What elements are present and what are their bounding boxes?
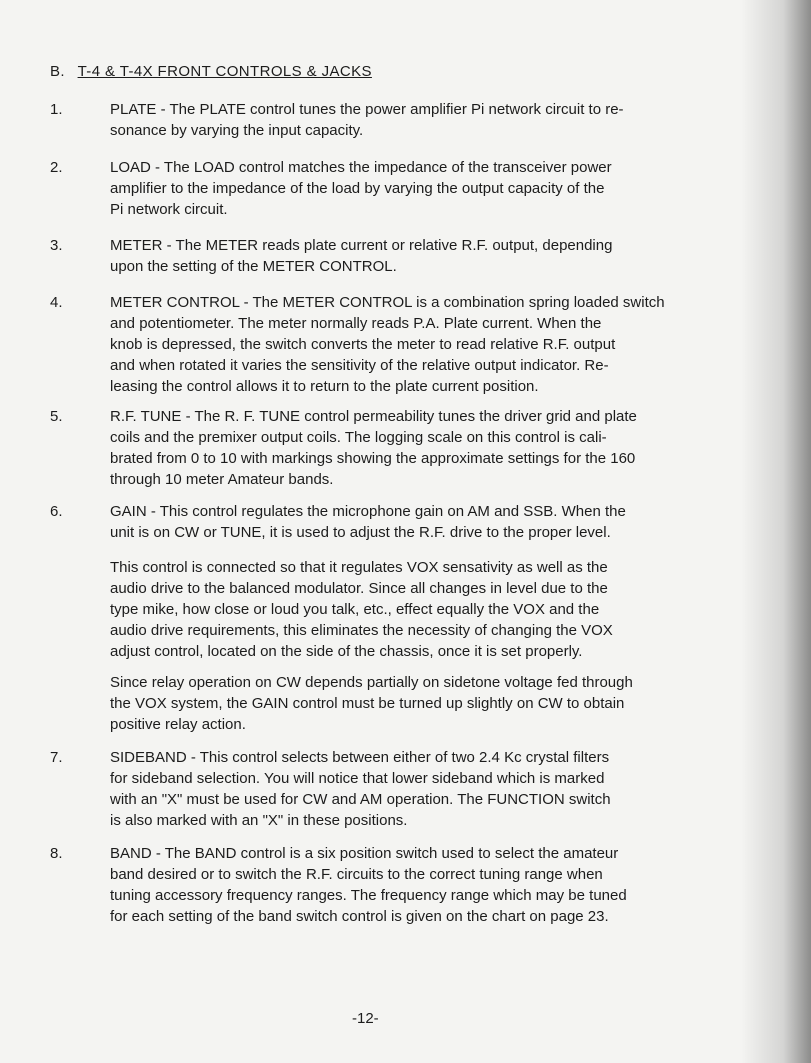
item-text-line: sonance by varying the input capacity. [110, 122, 364, 139]
paragraph-text-line: audio drive to the balanced modulator. Since all changes in level due to the [110, 580, 608, 597]
item-text-line: METER CONTROL - The METER CONTROL is a combination spring loaded switch [110, 294, 665, 311]
item-text-line: unit is on CW or TUNE, it is used to adjust the R.F. drive to the proper level. [110, 524, 611, 541]
item-text-line: for sideband selection. You will notice that lower sideband which is marked [110, 770, 605, 787]
item-text-line: SIDEBAND - This control selects between either of two 2.4 Kc crystal filters [110, 749, 610, 766]
item-text-line: R.F. TUNE - The R. F. TUNE control permeability tunes the driver grid and plate [110, 408, 637, 425]
item-number: 6. [50, 503, 63, 520]
item-number: 4. [50, 294, 63, 311]
paragraph-text-line: adjust control, located on the side of the chassis, once it is set properly. [110, 643, 583, 660]
list-item-gain [50, 501, 770, 543]
item-text-line: is also marked with an "X" in these positions. [110, 812, 408, 829]
gain-paragraph-vox [110, 557, 770, 662]
item-text-line: knob is depressed, the switch converts the meter to read relative R.F. output [110, 336, 616, 353]
item-text-line: upon the setting of the METER CONTROL. [110, 258, 397, 275]
item-text-line: through 10 meter Amateur bands. [110, 471, 334, 488]
item-number: 8. [50, 845, 63, 862]
section-heading [50, 63, 372, 80]
item-text-line: PLATE - The PLATE control tunes the power amplifier Pi network circuit to re- [110, 101, 624, 118]
item-number: 7. [50, 749, 63, 766]
list-item-meter [50, 235, 770, 277]
item-text-line: LOAD - The LOAD control matches the impedance of the transceiver power [110, 159, 612, 176]
section-letter: B. [50, 63, 65, 80]
paragraph-text-line: This control is connected so that it regulates VOX sensativity as well as the [110, 559, 608, 576]
list-item-band [50, 843, 770, 927]
item-text-line: for each setting of the band switch control is given on the chart on page 23. [110, 908, 609, 925]
item-text-line: tuning accessory frequency ranges. The frequency range which may be tuned [110, 887, 627, 904]
gain-paragraph-relay [110, 672, 770, 735]
list-item-meter-control [50, 292, 770, 397]
list-item-load [50, 157, 770, 220]
item-text-line: amplifier to the impedance of the load by varying the output capacity of the [110, 180, 605, 197]
item-text-line: coils and the premixer output coils. The logging scale on this control is cali- [110, 429, 607, 446]
item-text-line: BAND - The BAND control is a six position switch used to select the amateur [110, 845, 619, 862]
item-text-line: and potentiometer. The meter normally reads P.A. Plate current. When the [110, 315, 602, 332]
item-number: 1. [50, 101, 63, 118]
paragraph-text-line: type mike, how close or loud you talk, etc., effect equally the VOX and the [110, 601, 600, 618]
paragraph-text-line: Since relay operation on CW depends partially on sidetone voltage fed through [110, 674, 633, 691]
item-text-line: with an "X" must be used for CW and AM operation. The FUNCTION switch [110, 791, 611, 808]
item-text-line: METER - The METER reads plate current or relative R.F. output, depending [110, 237, 613, 254]
item-text-line: and when rotated it varies the sensitivity of the relative output indicator. Re- [110, 357, 609, 374]
paragraph-text-line: audio drive requirements, this eliminates the necessity of changing the VOX [110, 622, 613, 639]
list-item-rf-tune [50, 406, 770, 490]
item-text-line: GAIN - This control regulates the microphone gain on AM and SSB. When the [110, 503, 626, 520]
item-number: 2. [50, 159, 63, 176]
section-title: T-4 & T-4X FRONT CONTROLS & JACKS [77, 63, 372, 80]
item-number: 5. [50, 408, 63, 425]
paragraph-text-line: the VOX system, the GAIN control must be turned up slightly on CW to obtain [110, 695, 625, 712]
list-item-plate [50, 99, 770, 141]
item-text-line: band desired or to switch the R.F. circuits to the correct tuning range when [110, 866, 603, 883]
item-text-line: Pi network circuit. [110, 201, 228, 218]
item-text-line: leasing the control allows it to return to the plate current position. [110, 378, 539, 395]
list-item-sideband [50, 747, 770, 831]
page-number: -12- [352, 1010, 379, 1027]
item-text-line: brated from 0 to 10 with markings showing the approximate settings for the 160 [110, 450, 636, 467]
item-number: 3. [50, 237, 63, 254]
paragraph-text-line: positive relay action. [110, 716, 246, 733]
